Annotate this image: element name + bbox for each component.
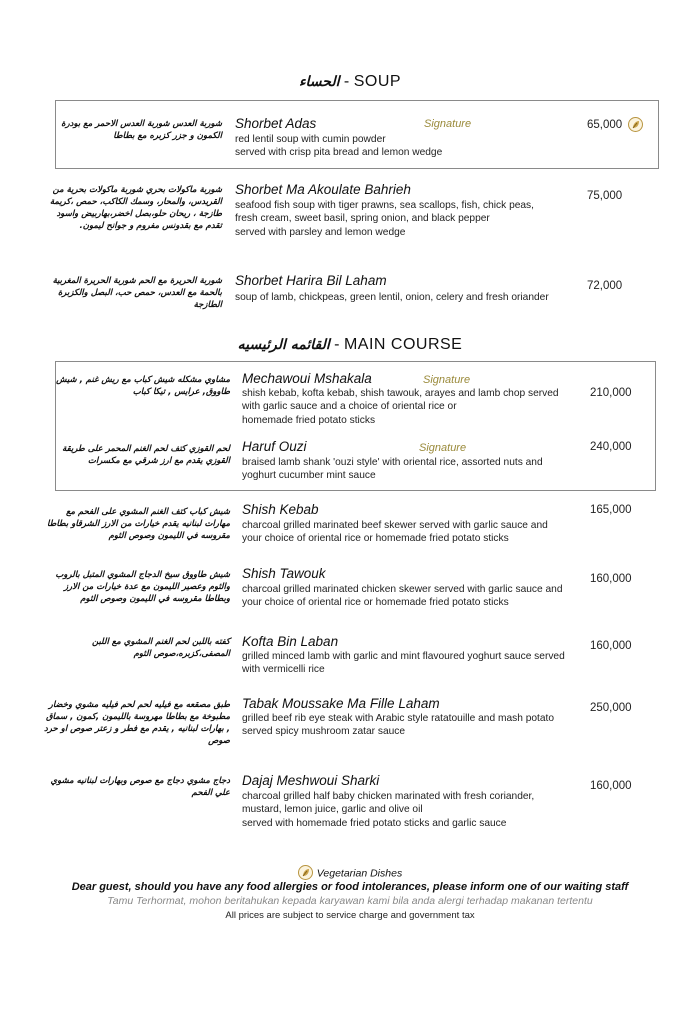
item-arabic-text: كفته باللبن لحم الغنم المشوي مع اللبن المصفى،كزبره،صوص الثوم [92,637,230,659]
item-price: 160,000 [590,573,632,585]
soup-title-ar: الحساء [298,74,340,90]
signature-label: Signature [423,374,471,386]
item-name: Shish Kebab [242,502,319,517]
item-price: 240,000 [590,441,632,453]
item-arabic-text: شوربة الحريرة مع الحم شوربة الحريرة المغربية بالحمة مع العدس، حمص حب، البصل والكزبرة الطازجة [52,276,222,310]
item-arabic-text: شوربة ماكولات بحري شوربة ماكولات بحرية من القريدس، والمحار، وسمك الكاكب، حمص ،كريمة طازجة ، ريحان حلو،بصل اخضر،بهاربيض واسود تقدم مع بقدونس مفروم و جوانح ليمون. [49,185,222,231]
item-name: Dajaj Meshwoui Sharki [242,773,380,788]
leaf-icon [628,117,643,132]
item-description: charcoal grilled marinated chicken skewer served with garlic sauce and your choice of oriental rice or homemade fried potato sticks [242,584,563,609]
item-price: 250,000 [590,702,632,714]
item-name: Shorbet Adas [235,116,317,131]
tax-note: All prices are subject to service charge and government tax [225,910,475,921]
item-arabic-text: لحم القوزي كتف لحم الغنم المحمر على طريقة القوزي يقدم مع ارز شرقي مع مكسرات [62,444,230,466]
soup-section-title: الحساء - SOUP [298,73,402,90]
item-arabic-text: شوربة العدس شوربة العدس الاحمر مع بودرة الكمون و جزر كزبره مع بطاطا [61,119,222,141]
item-arabic-text: دجاج مشوي دجاج مع صوص وبهارات لبنانيه مشوي علي الفحم [50,776,230,798]
leaf-icon [298,865,313,880]
item-price: 160,000 [590,780,632,792]
item-description: seafood fish soup with tiger prawns, sea scallops, fish, chick peas, fresh cream, sweet basil, spring onion, and black pepper served with parsley and lemon wedge [235,200,534,238]
item-name: Shorbet Harira Bil Laham [235,273,387,288]
allergy-notice-en: Dear guest, should you have any food allergies or food intolerances, please inform one of our waiting staff [71,881,629,893]
allergy-notice-id: Tamu Terhormat, mohon beritahukan kepada karyawan kami bila anda alergi terhadap makanan tertentu [107,895,593,907]
item-description: soup of lamb, chickpeas, green lentil, onion, celery and fresh oriander [235,292,549,303]
item-name: Kofta Bin Laban [242,634,339,649]
item-arabic-text: طبق مصقعه مع فيليه لحم لحم فيليه مشوي وخضار مطبوخة مع بطاطا مهروسة بالليمون ,كمون , سماق , بهارات لبنانيه , يقدم مع فطر و زعتر صوص او حرد صوص [44,700,230,746]
item-description: red lentil soup with cumin powder served with crisp pita bread and lemon wedge [235,134,443,159]
item-price: 75,000 [587,190,623,202]
main-title-ar: القائمه الرئيسيه [237,337,330,353]
item-name: Shorbet Ma Akoulate Bahrieh [235,182,411,197]
item-arabic-text: شيش كباب كتف الغنم المشوي على الفحم مع مهارات لبنانيه يقدم خيارات من الارز الشرقاو بطاطا مقروسه في الليمون وصوص الثوم [46,507,230,541]
item-name: Mechawoui Mshakala [242,371,372,386]
soup-title-en: SOUP [353,73,402,90]
item-price: 72,000 [587,280,623,292]
item-name: Haruf Ouzi [242,439,307,454]
item-arabic-text: مشاوي مشكله شيش كباب مع ريش غنم , شيش طاووق, عرايس , تيكا كباب [56,375,230,397]
item-description: shish kebab, kofta kebab, shish tawouk, arayes and lamb chop served with garlic sauce and a choice of oriental rice or homemade fried potato sticks [242,388,559,426]
item-description: grilled beef rib eye steak with Arabic style ratatouille and mash potato served spicy mushroom zatar sauce [242,713,555,738]
item-description: grilled minced lamb with garlic and mint flavoured yoghurt sauce served with vermicelli rice [242,651,565,676]
item-price: 160,000 [590,640,632,652]
item-name: Tabak Moussake Ma Fille Laham [242,696,440,711]
item-description: braised lamb shank 'ouzi style' with oriental rice, assorted nuts and yoghurt cucumber mint sauce [242,457,543,482]
item-price: 165,000 [590,504,632,516]
vegetarian-legend [0,866,700,881]
signature-label: Signature [419,442,467,454]
vegetarian-label: Vegetarian Dishes [316,867,403,880]
item-price: 65,000 [587,119,623,131]
item-description: charcoal grilled marinated beef skewer served with garlic sauce and your choice of oriental rice or homemade fried potato sticks [242,520,548,545]
item-name: Shish Tawouk [242,566,326,581]
item-description: charcoal grilled half baby chicken marinated with fresh coriander, mustard, lemon juice, garlic and olive oil served with homemade fried potato sticks and garlic sauce [242,791,535,829]
item-price: 210,000 [590,387,632,399]
item-arabic-text: شيش طاووق سيخ الدجاج المشوي المتبل بالروب والثوم وعصير الليمون مع عدة خيارات من الارز وبطاطا مقروسه في الليمون وصوص الثوم [55,570,230,604]
main-section-title: القائمه الرئيسيه - MAIN COURSE [237,336,463,353]
main-title-en: MAIN COURSE [343,336,463,353]
signature-label: Signature [424,118,472,130]
